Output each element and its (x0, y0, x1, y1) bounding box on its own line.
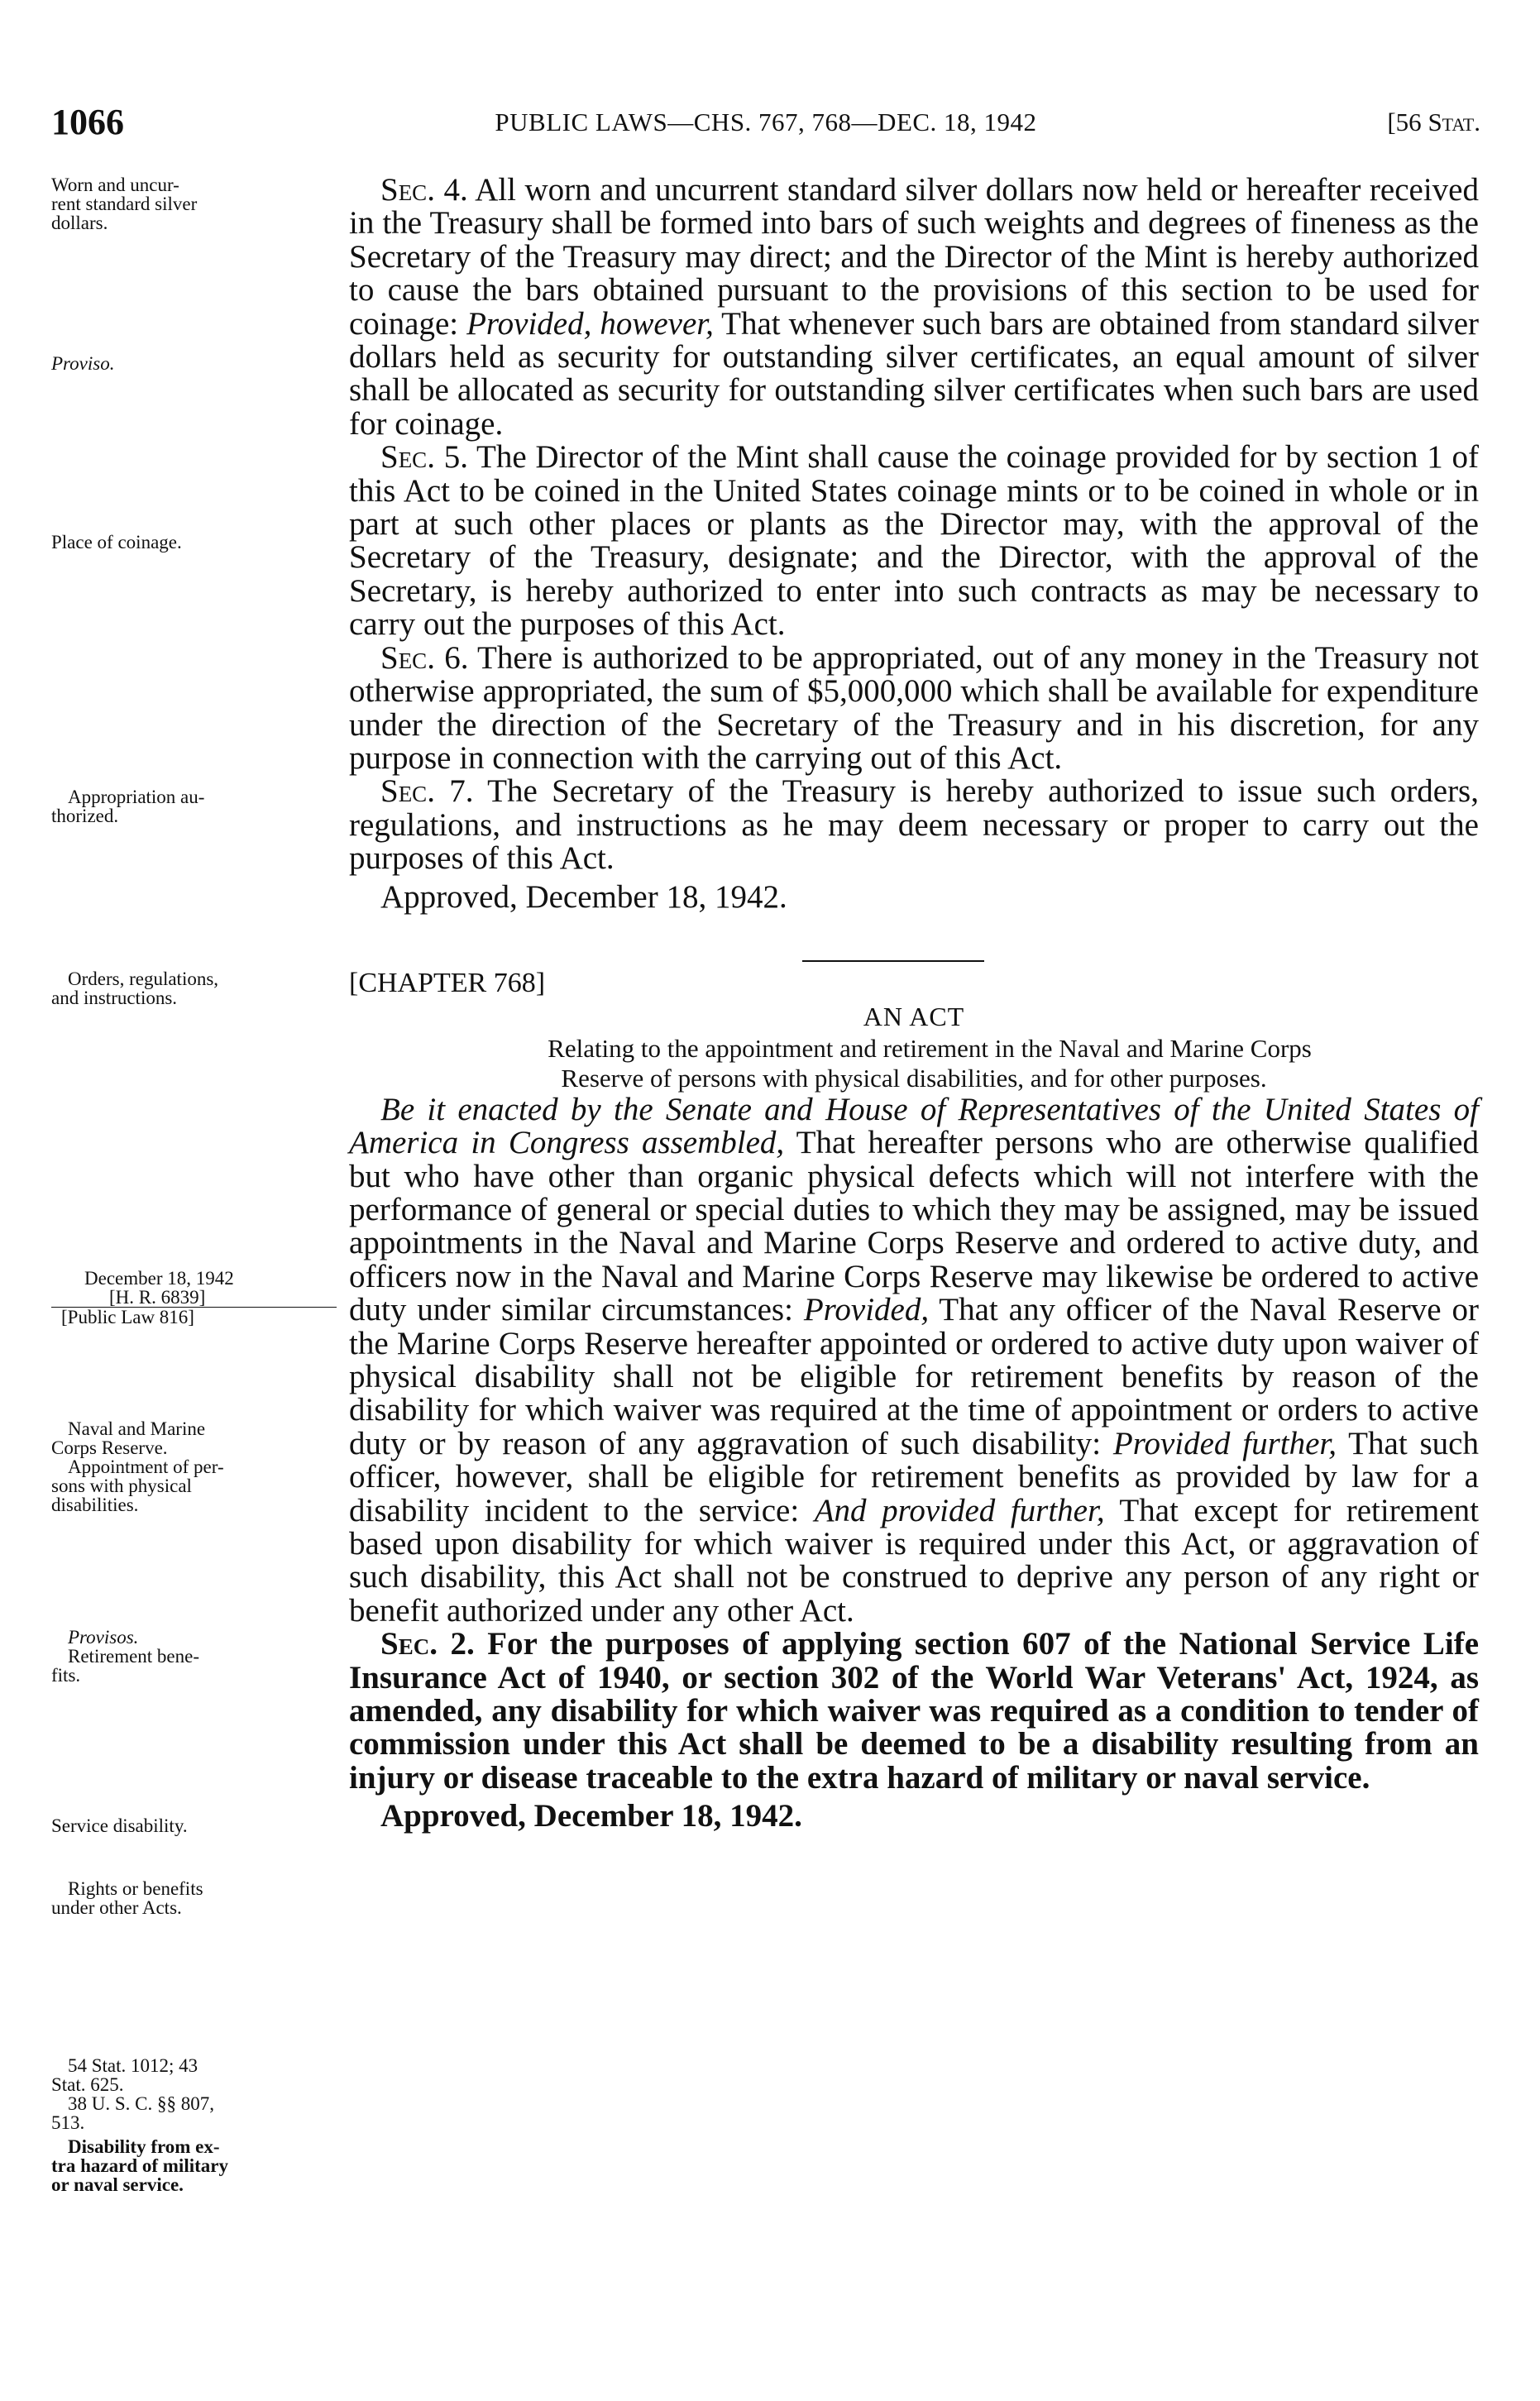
section-7: Sec. 7. The Secretary of the Treasury is hereby authorized to issue such orders, regulations, and instructions as he may deem necessary or proper to carry out the purposes of this Act. (349, 773, 1479, 877)
bill-citation-block: December 18, 1942 [H. R. 6839] [Public Law 816] (51, 1269, 332, 1327)
approved-line: Approved, December 18, 1942. (380, 878, 787, 915)
section-6: Sec. 6. There is authorized to be appropriated, out of any money in the Treasury not otherwise appropriated, the sum of $5,000,000 which shall be available for expenditure under the direction of the Secretary of the Treasury and in his discretion, for any purpose in connection with the carrying out of this Act. (349, 639, 1479, 776)
section-5: Sec. 5. The Director of the Mint shall cause the coinage provided for by section 1 of this Act to be coined in the United States coinage mints or to be coined in whole or in part at such other places or plants as the Director may, with the approval of the Secretary of the Treasury, designate; and the Director, with the approval of the Secretary, is hereby authorized to enter into such contracts as may be necessary to carry out the purposes of this Act. (349, 439, 1479, 643)
an-act-heading: AN ACT (863, 1002, 965, 1032)
section-2: Sec. 2. For the purposes of applying section 607 of the National Service Life Insurance Act of 1940, or section 302 of the World War Veterans' Act, 1924, as amended, any disability for which waiver was required as a condition to tender of commission under this Act shall be deemed to be a disability resulting from an injury or disease traceable to the extra hazard of military or naval service. (349, 1626, 1479, 1796)
margin-note-rights: Rights or benefits under other Acts. (51, 1878, 203, 1918)
section-label: Sec. 5. (380, 439, 468, 476)
page-number: 1066 (51, 102, 124, 142)
margin-note-proviso: Proviso. (51, 353, 115, 374)
section-label: Sec. 4. (380, 172, 468, 208)
running-head: PUBLIC LAWS—CHS. 767, 768—DEC. 18, 1942 (495, 108, 1037, 136)
section-4: Sec. 4. All worn and uncurrent standard silver dollars now held or hereafter received in the Treasury shall be formed into bars of such weights and degrees of fineness as the Secretary of the Treasury may direct; and the Director of the Mint is hereby authorized to cause the bars obtained pursuant to the provisions of this section to be used for coinage: Provided, however, That whenever such bars are obtained from standard silver dollars held as security for outstanding silver certificates, an equal amount of silver shall be allocated as security for outstanding silver certificates when such bars are used for coinage. (349, 172, 1479, 442)
section-label: Sec. 2. (380, 1626, 475, 1662)
divider (802, 960, 984, 962)
main-text (349, 174, 1479, 1834)
margin-note-orders: Orders, regulations, and instructions. (51, 969, 219, 1008)
proviso-italic: Provided, however, (466, 305, 714, 342)
margin-note-place-of-coinage: Place of coinage. (51, 532, 182, 552)
chapter-label: [CHAPTER 768] (349, 967, 546, 998)
margin-note-appropriation: Appropriation au- thorized. (51, 787, 205, 826)
page-header (51, 101, 1480, 151)
statute-reference: [56 Stat. (1387, 108, 1480, 136)
margin-note-citations: 54 Stat. 1012; 43 Stat. 625. 38 U. S. C. §§ 807, 513. (51, 2055, 214, 2133)
margin-note-worn-dollars: Worn and uncur- rent standard silver dollars. (51, 175, 198, 233)
act-title: Relating to the appointment and retirement in the Naval and Marine Corps Reserve of persons with physical disabilities, and for other purposes. (548, 1033, 1312, 1093)
margin-note-retirement: Provisos. Retirement bene- fits. (51, 1627, 200, 1686)
margin-note-extra-hazard: Disability from ex- tra hazard of military or naval service. (51, 2136, 228, 2195)
section-label: Sec. 6. (380, 639, 469, 676)
approved-line: Approved, December 18, 1942. (380, 1798, 802, 1834)
section-label: Sec. 7. (380, 773, 474, 810)
enacting-clause: Be it enacted by the Senate and House of Representatives of the United States of America in Congress assembled, (349, 1091, 1479, 1161)
margin-note-naval-marine: Naval and Marine Corps Reserve. Appointment of per- sons with physical disabilities. (51, 1418, 224, 1515)
margin-note-service-disability: Service disability. (51, 1815, 188, 1836)
section-1: Be it enacted by the Senate and House of Representatives of the United States of America in Congress assembled, That hereafter persons who are otherwise qualified but who have other than organic physical defects which will not interfere with the performance of general or special duties to which they may be assigned, may be issued appointments in the Naval and Marine Corps Reserve and ordered to active duty, and officers now in the Naval and Marine Corps Reserve may likewise be ordered to active duty under similar circumstances: Provided, That any officer of the Naval Reserve or the Marine Corps Reserve hereafter appointed or ordered to active duty upon waiver of physical disability shall not be eligible for retirement benefits by reason of the disability for which waiver was required at the time of appointment or orders to active duty or by reason of any aggravation of such disability: Provided further, That such officer, however, shall be eligible for retirement benefits as provided by law for a disability incident to the service: And provided further, That except for retirement based upon disability for which waiver is required under this Act, or aggravation of such disability, this Act shall not be construed to deprive any person of any right or benefit authorized under any other Act. (349, 1091, 1479, 1629)
